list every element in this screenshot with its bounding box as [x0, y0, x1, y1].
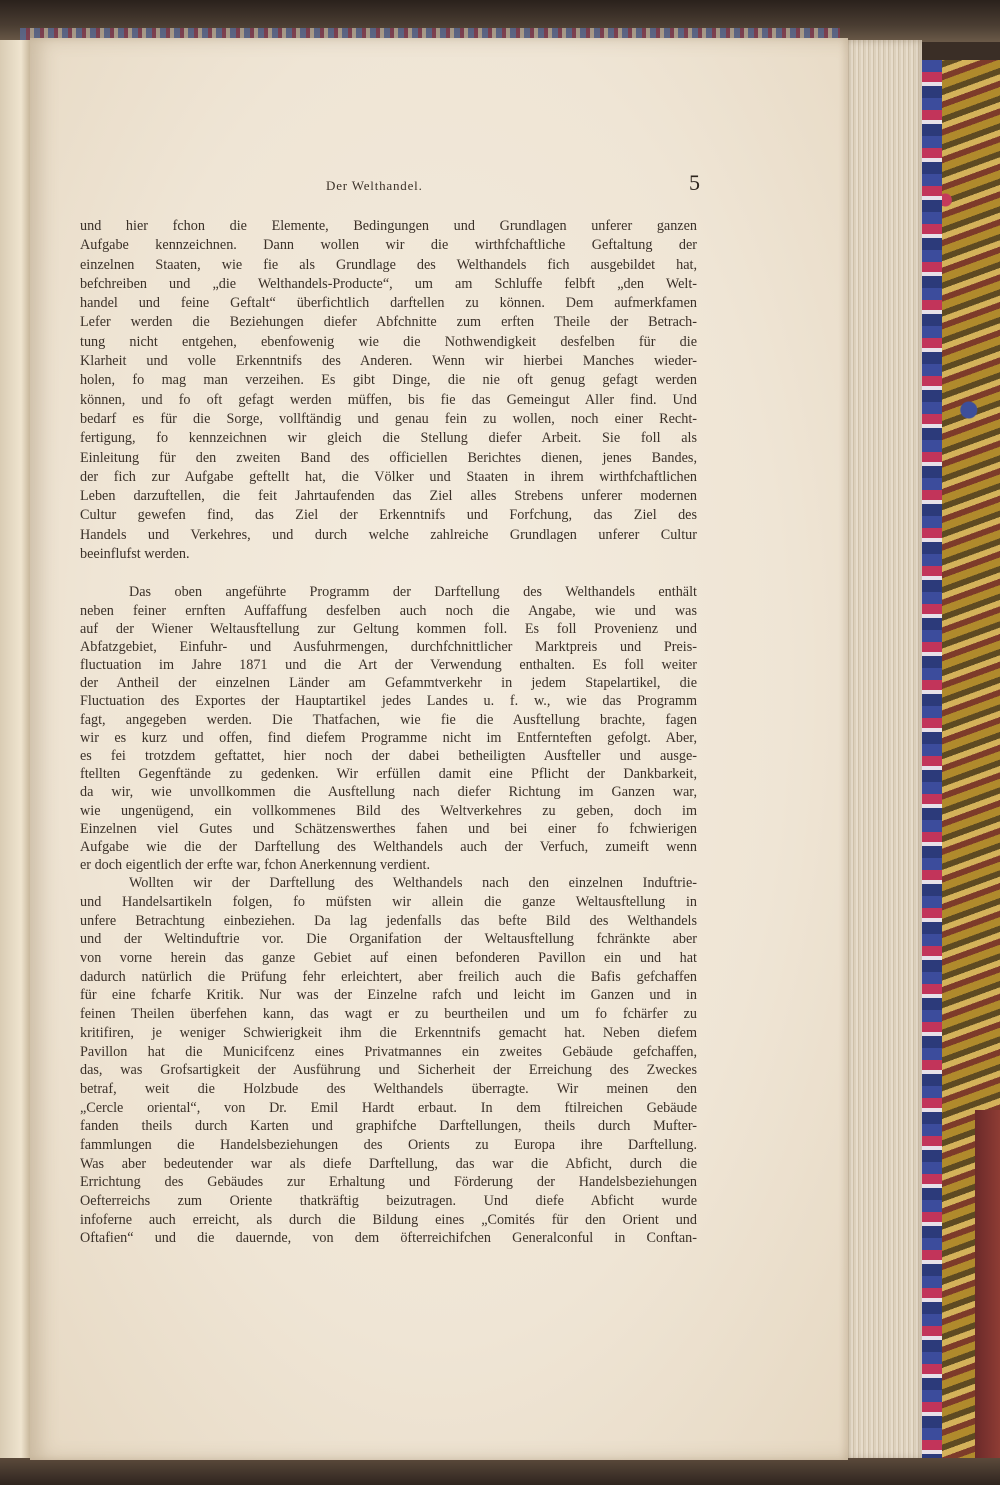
leather-corner [975, 1110, 1000, 1460]
text-line: der Antheil der einzelnen Länder am Gefammtverkehr in jedem Stapelartikel, die [80, 675, 697, 692]
text-line: dadurch natürlich die Prüfung fehr erleichtert, aber freilich auch die Bafis gefchaffen [80, 968, 697, 985]
text-line: Klarheit und volle Erkenntnifs des Anderen. Wenn wir hierbei Manches wieder- [80, 353, 697, 370]
text-line: betraf, weit die Holzbude des Welthandels überragte. Wir meinen den [80, 1080, 697, 1097]
text-line: Fluctuation des Exportes der Hauptartikel jedes Landes u. f. w., wie das Programm [80, 693, 697, 710]
text-line: tung nicht entgehen, ebenfowenig wie die Nothwendigkeit desfelben für die [80, 333, 697, 350]
text-line: der fich zur Aufgabe geftellt hat, die Völker und Staaten in ihrem wirthfchaftlichen [80, 468, 697, 485]
text-line: holen, fo mag man verzeihen. Es gibt Dinge, die nie oft genug gefagt werden [80, 372, 697, 389]
text-line: Einzelnen viel Gutes und Schätzenswerthes fahen und bei einer fo fchwierigen [80, 820, 697, 837]
body-text [80, 217, 697, 1248]
text-line: da wir, wie unvollkommen die Ausftellung nach diefer Richtung im Ganzen war, [80, 784, 697, 801]
text-line: fluctuation im Jahre 1871 und die Art der Verwendung enthalten. Es foll weiter [80, 657, 697, 674]
text-line: und der Weltinduftrie vor. Die Organifation der Weltausftellung fchränkte aber [80, 931, 697, 948]
text-line: ftellten Gegenftände zu gedenken. Wir erfüllen damit eine Pflicht der Dankbarkeit, [80, 766, 697, 783]
text-line: es fei trotzdem geftattet, hier noch der dabei betheiligten Ausfteller und ausge- [80, 748, 697, 765]
text-line: Das oben angeführte Programm der Darftellung des Welthandels enthält [129, 584, 697, 601]
text-line: Leben darzuftellen, die feit Jahrtaufenden das Ziel alles Strebens unferer modernen [80, 488, 697, 505]
text-line: bedarf es für die Sorge, vollftändig und genau fein zu wollen, noch einer Recht- [80, 410, 697, 427]
text-line: fertigung, fo kennzeichnen wir gleich die Stellung diefer Arbeit. Sie foll als [80, 430, 697, 447]
text-line: fanden theils durch Karten und graphifche Darftellungen, theils durch Mufter- [80, 1118, 697, 1135]
text-line: Errichtung des Gebäudes zur Erhaltung und Förderung der Handelsbeziehungen [80, 1174, 697, 1191]
text-line: beeinflufst werden. [80, 546, 190, 563]
text-line: Wollten wir der Darftellung des Welthandels nach den einzelnen Induftrie- [129, 875, 697, 892]
text-line: Einleitung für den zweiten Band des officiellen Berichtes dienen, jenes Bandes, [80, 449, 697, 466]
running-title: Der Welthandel. [326, 178, 423, 193]
page-number: 5 [689, 170, 700, 195]
marbled-endpaper [922, 60, 942, 1460]
text-line: einzelnen Staaten, wie fie als Grundlage des Welthandels fich ausgebildet hat, [80, 256, 697, 273]
text-line: Abfatzgebiet, Einfuhr- und Ausfuhrmengen, durchfchnittlicher Marktpreis und Preis- [80, 638, 697, 655]
text-line: infoferne auch erreicht, als durch die Bildung eines „Comités für den Orient und [80, 1211, 697, 1228]
text-line: Oefterreichs zum Oriente thatkräftig beizutragen. Und diefe Abficht wurde [80, 1193, 697, 1210]
text-line: er doch eigentlich der erfte war, fchon Anerkennung verdient. [80, 857, 431, 874]
page-block-edges [846, 40, 922, 1460]
text-line: Was aber bedeutender war als diefe Darftellung, das war die Abficht, durch die [80, 1155, 697, 1172]
facing-page-edge [0, 40, 31, 1460]
text-line: und hier fchon die Elemente, Bedingungen und Grundlagen unferer ganzen [80, 218, 697, 234]
text-line: kritifiren, je weniger Schwierigkeit ihm die Erkenntnifs gemacht hat. Neben diefem [80, 1024, 697, 1041]
text-line: unfere Betrachtung einbeziehen. Da lag jedenfalls das befte Bild des Welthandels [80, 912, 697, 929]
text-line: wir es kurz und offen, find diefem Programme nicht im Entfernteften gefolgt. Aber, [80, 729, 697, 746]
paragraph-3 [80, 874, 697, 1248]
text-line: auf der Wiener Weltausftellung zur Geltung kommen foll. Es foll Provenienz und [80, 620, 697, 637]
text-line: und Handelsartikeln folgen, fo müfsten wir allein die ganze Weltausftellung in [80, 894, 697, 911]
page-header [80, 170, 700, 200]
text-line: Handels und Verkehres, und durch welche zahlreiche Grundlagen unferer Cultur [80, 526, 697, 543]
book-bottom-edge [0, 1458, 1000, 1485]
text-line: Aufgabe wie die der Darftellung des Welthandels auch der Verfuch, zumeift wenn [80, 838, 697, 855]
text-line: Pavillon hat die Municifcenz eines Privatmannes ein zweites Gebäude gefchaffen, [80, 1043, 697, 1060]
text-line: fagt, angegeben werden. Die Thatfachen, wie fie die Ausftellung brachte, fagen [80, 711, 697, 728]
text-line: von vorne herein das ganze Gebiet auf einen befonderen Pavillon ein und hat [80, 950, 697, 967]
text-line: Aufgabe kennzeichnen. Dann wollen wir die wirthfchaftliche Geftaltung der [80, 237, 697, 254]
text-line: können, und fo oft gefagt werden müffen, bis fie das Gemeingut Aller find. Und [80, 391, 697, 408]
text-line: wie ungenügend, ein vollkommenes Bild des Weltverkehres zu geben, doch im [80, 802, 697, 819]
text-line: das, was Grofsartigkeit der Ausführung und Sicherheit der Erreichung des Zweckes [80, 1062, 697, 1079]
text-line: für eine fcharfe Kritik. Nur was der Einzelne rafch und leicht im Ganzen und in [80, 987, 697, 1004]
paragraph-gap [80, 564, 697, 583]
text-line: feinen Theilen überfehen kann, das wagt er zu beurtheilen und um fo fchärfer zu [80, 1006, 697, 1023]
text-line: befchreiben und „die Welthandels-Producte“, um am Schluffe felbft „den Welt- [80, 275, 697, 292]
text-line: Lefer werden die Beziehungen diefer Abfchnitte zum erften Theile der Betrach- [80, 314, 697, 331]
text-line: Cultur gewefen find, das Ziel der Erkenntnifs und Forfchung, das Ziel des [80, 507, 697, 524]
text-line: neben feiner ernften Auffaffung desfelben auch noch die Angabe, wie und was [80, 602, 697, 619]
paragraph-1 [80, 217, 697, 564]
text-line: Oftafien“ und die dauernde, von dem öfterreichifchen Generalconful in Conftan- [80, 1230, 697, 1247]
paragraph-2 [80, 583, 697, 874]
text-line: fammlungen die Handelsbeziehungen des Orients zu Europa ihre Darftellung. [80, 1136, 697, 1153]
text-line: „Cercle oriental“, von Dr. Emil Hardt erbaut. In dem ftilreichen Gebäude [80, 1099, 697, 1116]
text-line: handel und feine Geftalt“ überfichtlich darftellen zu können. Dem aufmerkfamen [80, 295, 697, 312]
